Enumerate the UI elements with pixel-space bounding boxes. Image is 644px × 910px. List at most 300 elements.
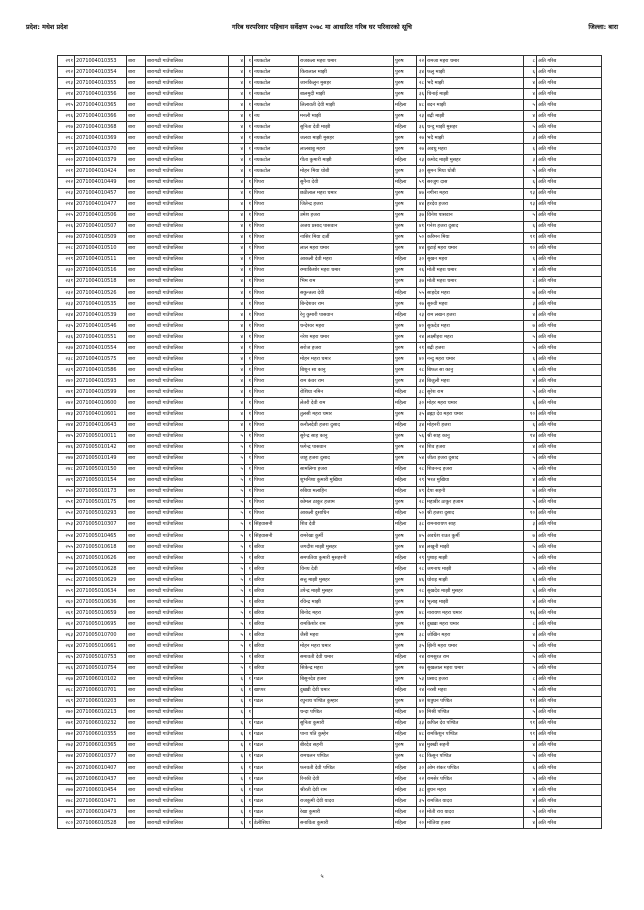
guardian-name-cell: जोखिन महरा [426, 630, 524, 641]
ward-cell: ५ [229, 597, 245, 608]
household-id-cell: 2071006010213 [75, 707, 127, 718]
head-name-cell: राम कंवर राम [299, 376, 394, 387]
age-cell: ४८ [417, 100, 426, 111]
municipality-cell: बारागढी गाउँपालिका [146, 387, 229, 398]
district-cell: बारा [127, 221, 146, 232]
age-cell: २८ [417, 78, 426, 89]
ward-cell: ६ [229, 751, 245, 762]
serial-cell: २७१ [58, 718, 75, 729]
serial-cell: २६१ [58, 608, 75, 619]
district-cell: बारा [127, 254, 146, 265]
poverty-level-cell: अति गरिब [537, 232, 602, 243]
unit-cell: १ [245, 420, 253, 431]
guardian-name-cell: रामजित यादव [426, 796, 524, 807]
poverty-level-cell: अति गरिब [537, 663, 602, 674]
tole-cell: नयकटोल [253, 155, 299, 166]
serial-cell: २५७ [58, 564, 75, 575]
tole-cell: नयकटोल [253, 100, 299, 111]
poverty-level-cell: अति गरिब [537, 763, 602, 774]
unit-cell: १ [245, 685, 253, 696]
household-id-cell: 2071005010626 [75, 553, 127, 564]
poverty-level-cell: अति गरिब [537, 299, 602, 310]
gender-cell: पुरुष [394, 56, 417, 67]
tole-cell: गढल [253, 674, 299, 685]
poverty-level-cell: अति गरिब [537, 729, 602, 740]
table-row [58, 641, 602, 652]
guardian-name-cell: बुटाई महरा चमार [426, 243, 524, 254]
household-id-cell: 2071004010510 [75, 243, 127, 254]
guardian-name-cell: बद्री माझी [426, 111, 524, 122]
age-cell: २८ [417, 365, 426, 376]
members-cell: ६ [524, 254, 537, 265]
municipality-cell: बारागढी गाउँपालिका [146, 431, 229, 442]
head-name-cell: सुनैना देवी [299, 177, 394, 188]
serial-cell: २६४ [58, 641, 75, 652]
age-cell: ५० [417, 232, 426, 243]
guardian-name-cell: रामजा महरा चमार [426, 56, 524, 67]
household-id-cell: 2071006010454 [75, 785, 127, 796]
members-cell: ४ [524, 265, 537, 276]
municipality-cell: बारागढी गाउँपालिका [146, 89, 229, 100]
unit-cell: १ [245, 707, 253, 718]
unit-cell: १ [245, 265, 253, 276]
ward-cell: ५ [229, 608, 245, 619]
gender-cell: महिला [394, 718, 417, 729]
household-id-cell: 2071005010634 [75, 586, 127, 597]
poverty-level-cell: अति गरिब [537, 276, 602, 287]
head-name-cell: बीरदेव सहनी [299, 740, 394, 751]
district-cell: बारा [127, 321, 146, 332]
table-row [58, 785, 602, 796]
tole-cell: पिपरा [253, 508, 299, 519]
municipality-cell: बारागढी गाउँपालिका [146, 531, 229, 542]
head-name-cell: जानकिलुन मुसहर [299, 78, 394, 89]
serial-cell: २३८ [58, 354, 75, 365]
municipality-cell: बारागढी गाउँपालिका [146, 630, 229, 641]
unit-cell: १ [245, 553, 253, 564]
district-cell: बारा [127, 763, 146, 774]
ward-cell: ४ [229, 177, 245, 188]
unit-cell: १ [245, 586, 253, 597]
table-row [58, 56, 602, 67]
age-cell: २७ [417, 133, 426, 144]
poverty-level-cell: अति गरिब [537, 442, 602, 453]
table-row [58, 243, 602, 254]
household-id-cell: 2071006010232 [75, 718, 127, 729]
municipality-cell: बारागढी गाउँपालिका [146, 133, 229, 144]
unit-cell: १ [245, 597, 253, 608]
unit-cell: १ [245, 718, 253, 729]
age-cell: २७ [417, 663, 426, 674]
unit-cell: १ [245, 508, 253, 519]
household-id-cell: 2071005010142 [75, 442, 127, 453]
serial-cell: २५२ [58, 508, 75, 519]
members-cell: ६ [524, 144, 537, 155]
guardian-name-cell: शिवनन्द हजरा [426, 464, 524, 475]
district-cell: बारा [127, 564, 146, 575]
gender-cell: पुरुष [394, 453, 417, 464]
serial-cell: २४७ [58, 453, 75, 464]
household-id-cell: 2071004010535 [75, 299, 127, 310]
guardian-name-cell: सुखन महरा [426, 254, 524, 265]
municipality-cell: बारागढी गाउँपालिका [146, 718, 229, 729]
tole-cell: गढल [253, 718, 299, 729]
district-cell: बारा [127, 133, 146, 144]
unit-cell: १ [245, 188, 253, 199]
gender-cell: पुरुष [394, 663, 417, 674]
poverty-level-cell: अति गरिब [537, 221, 602, 232]
serial-cell: २६० [58, 597, 75, 608]
poverty-level-cell: अति गरिब [537, 387, 602, 398]
gender-cell: पुरुष [394, 188, 417, 199]
head-name-cell: उमेश हजरा [299, 210, 394, 221]
gender-cell: महिला [394, 254, 417, 265]
district-cell: बारा [127, 696, 146, 707]
ward-cell: ६ [229, 796, 245, 807]
serial-cell: २६६ [58, 663, 75, 674]
poverty-level-cell: अति गरिब [537, 155, 602, 166]
tole-cell: खाप्पर [253, 685, 299, 696]
age-cell: २८ [417, 751, 426, 762]
poverty-level-cell: अति गरिब [537, 89, 602, 100]
municipality-cell: बारागढी गाउँपालिका [146, 243, 229, 254]
gender-cell: पुरुष [394, 166, 417, 177]
table-row [58, 332, 602, 343]
unit-cell: १ [245, 332, 253, 343]
table-row [58, 387, 602, 398]
unit-cell: १ [245, 365, 253, 376]
serial-cell: २४४ [58, 420, 75, 431]
members-cell: ५ [524, 343, 537, 354]
municipality-cell: बारागढी गाउँपालिका [146, 420, 229, 431]
head-name-cell: आकली दुसाधिन [299, 508, 394, 519]
table-row [58, 586, 602, 597]
poverty-level-cell: अति गरिब [537, 254, 602, 265]
ward-cell: ५ [229, 475, 245, 486]
municipality-cell: बारागढी गाउँपालिका [146, 376, 229, 387]
household-id-cell: 2071005010150 [75, 464, 127, 475]
municipality-cell: बारागढी गाउँपालिका [146, 166, 229, 177]
poverty-level-cell: अति गरिब [537, 619, 602, 630]
district-cell: बारा [127, 199, 146, 210]
unit-cell: १ [245, 751, 253, 762]
unit-cell: १ [245, 641, 253, 652]
gender-cell: पुरुष [394, 409, 417, 420]
poverty-level-cell: अति गरिब [537, 144, 602, 155]
municipality-cell: बारागढी गाउँपालिका [146, 409, 229, 420]
age-cell: २३ [417, 310, 426, 321]
tole-cell: बरिया [253, 597, 299, 608]
district-cell: बारा [127, 453, 146, 464]
table-row [58, 420, 602, 431]
guardian-name-cell: अवधेश राउत कुर्मी [426, 531, 524, 542]
district-cell: बारा [127, 265, 146, 276]
district-cell: बारा [127, 674, 146, 685]
guardian-name-cell: चन्दु माझी मुसहर [426, 122, 524, 133]
age-cell: ५४ [417, 453, 426, 464]
district-cell: बारा [127, 67, 146, 78]
head-name-cell: पाना पति कुम्हेन [299, 729, 394, 740]
district-cell: बारा [127, 718, 146, 729]
head-name-cell: उपेन्द्र माझी मुसहर [299, 586, 394, 597]
serial-cell: २३६ [58, 332, 75, 343]
municipality-cell: बारागढी गाउँपालिका [146, 674, 229, 685]
unit-cell: १ [245, 740, 253, 751]
ward-cell: ५ [229, 519, 245, 530]
unit-cell: १ [245, 387, 253, 398]
poverty-level-cell: अति गरिब [537, 100, 602, 111]
ward-cell: ४ [229, 321, 245, 332]
poverty-level-cell: अति गरिब [537, 56, 602, 67]
household-id-cell: 2071004010643 [75, 420, 127, 431]
unit-cell: १ [245, 630, 253, 641]
serial-cell: २४८ [58, 464, 75, 475]
ward-cell: ४ [229, 221, 245, 232]
gender-cell: महिला [394, 122, 417, 133]
head-name-cell: राजकुमी देवी यादव [299, 796, 394, 807]
head-name-cell: किरालाल माझी [299, 67, 394, 78]
head-name-cell: रोशिया नमिन [299, 387, 394, 398]
unit-cell: १ [245, 475, 253, 486]
household-id-cell: 2071004010368 [75, 122, 127, 133]
municipality-cell: बारागढी गाउँपालिका [146, 354, 229, 365]
guardian-name-cell: चिनाई माझी [426, 89, 524, 100]
household-id-cell: 2071005010175 [75, 497, 127, 508]
members-cell: ४ [524, 597, 537, 608]
guardian-name-cell: हरदेव हजरा [426, 199, 524, 210]
household-id-cell: 2071004010424 [75, 166, 127, 177]
age-cell: २९ [417, 475, 426, 486]
members-cell: ६ [524, 67, 537, 78]
table-row [58, 497, 602, 508]
head-name-cell: सिकेन्द्र महरा [299, 663, 394, 674]
poverty-level-cell: अति गरिब [537, 586, 602, 597]
guardian-name-cell: मोहनरी हजरा [426, 420, 524, 431]
table-row [58, 475, 602, 486]
tole-cell: पिपरा [253, 354, 299, 365]
guardian-name-cell: अवधु महरा [426, 144, 524, 155]
head-name-cell: सुरेन्द्र साह कानु [299, 431, 394, 442]
table-row [58, 431, 602, 442]
gender-cell: पुरुष [394, 619, 417, 630]
head-name-cell: जगदीश माझी मुसहर [299, 542, 394, 553]
municipality-cell: बारागढी गाउँपालिका [146, 321, 229, 332]
province-label: प्रदेश: मधेश प्रदेश [26, 23, 68, 31]
age-cell: ५६ [417, 431, 426, 442]
municipality-cell: बारागढी गाउँपालिका [146, 287, 229, 298]
ward-cell: ५ [229, 542, 245, 553]
gender-cell: पुरुष [394, 431, 417, 442]
members-cell: ३ [524, 133, 537, 144]
age-cell: ३६ [417, 122, 426, 133]
gender-cell: पुरुष [394, 232, 417, 243]
municipality-cell: बारागढी गाउँपालिका [146, 254, 229, 265]
members-cell: ६ [524, 365, 537, 376]
age-cell: २४ [417, 332, 426, 343]
head-name-cell: बिनोद महरा [299, 608, 394, 619]
unit-cell: १ [245, 696, 253, 707]
ward-cell: ५ [229, 652, 245, 663]
unit-cell: १ [245, 442, 253, 453]
table-row [58, 663, 602, 674]
unit-cell: १ [245, 729, 253, 740]
serial-cell: २५४ [58, 531, 75, 542]
household-id-cell: 2071004010356 [75, 89, 127, 100]
poverty-level-cell: अति गरिब [537, 685, 602, 696]
serial-cell: २४२ [58, 398, 75, 409]
household-id-cell: 2071004010457 [75, 188, 127, 199]
tole-cell: बरिया [253, 663, 299, 674]
poverty-level-cell: अति गरिब [537, 641, 602, 652]
guardian-name-cell: झिनी महरा चमार [426, 641, 524, 652]
unit-cell: १ [245, 166, 253, 177]
head-name-cell: नासिर मिया दर्जी [299, 232, 394, 243]
age-cell: २० [417, 818, 426, 829]
unit-cell: १ [245, 409, 253, 420]
age-cell: ४४ [417, 542, 426, 553]
members-cell: ८ [524, 619, 537, 630]
guardian-name-cell: कपिल देव पण्डित [426, 718, 524, 729]
household-id-cell: 2071006010528 [75, 818, 127, 829]
tole-cell: पिपरा [253, 497, 299, 508]
table-row [58, 740, 602, 751]
district-cell: बारा [127, 475, 146, 486]
gender-cell: पुरुष [394, 144, 417, 155]
household-id-cell: 2071004010355 [75, 78, 127, 89]
age-cell: ३४ [417, 376, 426, 387]
table-row [58, 564, 602, 575]
household-id-cell: 2071006010377 [75, 751, 127, 762]
district-cell: बारा [127, 188, 146, 199]
poverty-level-cell: अति गरिब [537, 475, 602, 486]
tole-cell: पिपरा [253, 177, 299, 188]
gender-cell: महिला [394, 464, 417, 475]
municipality-cell: बारागढी गाउँपालिका [146, 796, 229, 807]
head-name-cell: रामचलन पण्डित [299, 751, 394, 762]
gender-cell: महिला [394, 398, 417, 409]
ward-cell: ४ [229, 144, 245, 155]
unit-cell: १ [245, 818, 253, 829]
ward-cell: ४ [229, 420, 245, 431]
age-cell: ३४ [417, 67, 426, 78]
municipality-cell: बारागढी गाउँपालिका [146, 464, 229, 475]
guardian-name-cell: जीता हजरा दुसाद [426, 453, 524, 464]
age-cell: २६ [417, 265, 426, 276]
poverty-level-cell: अति गरिब [537, 78, 602, 89]
ward-cell: ४ [229, 89, 245, 100]
tole-cell: बरिया [253, 630, 299, 641]
municipality-cell: बारागढी गाउँपालिका [146, 818, 229, 829]
members-cell: ७ [524, 321, 537, 332]
age-cell: ३८ [417, 630, 426, 641]
serial-cell: २२४ [58, 199, 75, 210]
unit-cell: १ [245, 575, 253, 586]
municipality-cell: बारागढी गाउँपालिका [146, 100, 229, 111]
members-cell: ४ [524, 442, 537, 453]
tole-cell: पिपरा [253, 243, 299, 254]
district-cell: बारा [127, 486, 146, 497]
unit-cell: १ [245, 199, 253, 210]
serial-cell: २१३ [58, 78, 75, 89]
household-id-cell: 2071005010628 [75, 564, 127, 575]
tole-cell: नयकटोल [253, 144, 299, 155]
members-cell: ४ [524, 630, 537, 641]
age-cell: २२ [417, 807, 426, 818]
serial-cell: २४३ [58, 409, 75, 420]
tole-cell: पिपरा [253, 464, 299, 475]
members-cell: ५ [524, 166, 537, 177]
household-id-cell: 2071005010659 [75, 608, 127, 619]
members-cell: ६ [524, 221, 537, 232]
municipality-cell: बारागढी गाउँपालिका [146, 641, 229, 652]
tole-cell: बरिया [253, 652, 299, 663]
members-cell: ४ [524, 796, 537, 807]
age-cell: २१ [417, 343, 426, 354]
members-cell: १० [524, 243, 537, 254]
table-row [58, 155, 602, 166]
tole-cell: बरिया [253, 619, 299, 630]
gender-cell: पुरुष [394, 442, 417, 453]
serial-cell: २४६ [58, 442, 75, 453]
gender-cell: महिला [394, 519, 417, 530]
table-row [58, 652, 602, 663]
ward-cell: ६ [229, 763, 245, 774]
head-name-cell: विनय देवी [299, 564, 394, 575]
serial-cell: २८० [58, 818, 75, 829]
gender-cell: पुरुष [394, 641, 417, 652]
municipality-cell: बारागढी गाउँपालिका [146, 221, 229, 232]
household-id-cell: 2071005010753 [75, 652, 127, 663]
guardian-name-cell: रामसेर पण्डित [426, 774, 524, 785]
age-cell: ३८ [417, 785, 426, 796]
head-name-cell: छठीलाल महरा चमार [299, 188, 394, 199]
members-cell: ७ [524, 531, 537, 542]
table-row [58, 199, 602, 210]
gender-cell: पुरुष [394, 630, 417, 641]
table-row [58, 696, 602, 707]
head-name-cell: सुनिता कुमारी [299, 718, 394, 729]
ward-cell: ५ [229, 453, 245, 464]
municipality-cell: बारागढी गाउँपालिका [146, 729, 229, 740]
gender-cell: पुरुष [394, 354, 417, 365]
household-id-cell: 2071006010203 [75, 696, 127, 707]
district-cell: बारा [127, 575, 146, 586]
tole-cell: नय [253, 111, 299, 122]
guardian-name-cell: भदै माझी [426, 78, 524, 89]
ward-cell: ६ [229, 718, 245, 729]
head-name-cell: बिसुनदेव हजरा [299, 674, 394, 685]
unit-cell: १ [245, 663, 253, 674]
municipality-cell: बारागढी गाउँपालिका [146, 807, 229, 818]
members-cell: ५ [524, 497, 537, 508]
guardian-name-cell: कमोद माझी मुसहर [426, 155, 524, 166]
district-cell: बारा [127, 122, 146, 133]
district-cell: बारा [127, 608, 146, 619]
members-cell: ८ [524, 674, 537, 685]
tole-cell: गढल [253, 729, 299, 740]
members-cell: १६ [524, 608, 537, 619]
gender-cell: महिला [394, 707, 417, 718]
unit-cell: १ [245, 321, 253, 332]
municipality-cell: बारागढी गाउँपालिका [146, 310, 229, 321]
poverty-level-cell: अति गरिब [537, 376, 602, 387]
gender-cell: पुरुष [394, 210, 417, 221]
table-row [58, 254, 602, 265]
municipality-cell: बारागढी गाउँपालिका [146, 740, 229, 751]
unit-cell: १ [245, 564, 253, 575]
age-cell: २४ [417, 685, 426, 696]
household-id-cell: 2071004010477 [75, 199, 127, 210]
